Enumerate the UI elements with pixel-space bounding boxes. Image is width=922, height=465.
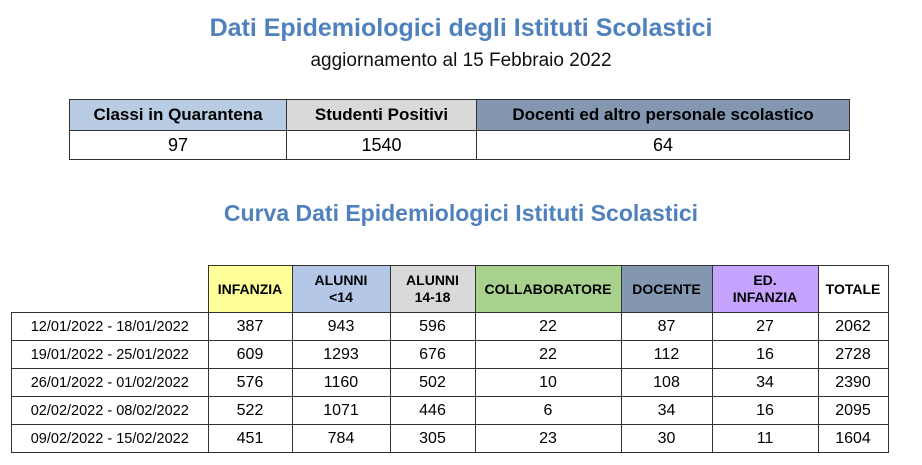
curve-header-cell: TOTALE <box>818 266 888 313</box>
row-value: 502 <box>390 369 475 397</box>
row-value: 1071 <box>292 397 390 425</box>
summary-value-studenti: 1540 <box>287 131 477 160</box>
row-value: 1293 <box>292 341 390 369</box>
row-value: 112 <box>621 341 712 369</box>
row-value: 10 <box>475 369 621 397</box>
row-value: 34 <box>712 369 818 397</box>
summary-values-row <box>70 131 850 160</box>
row-value: 596 <box>390 313 475 341</box>
row-value: 6 <box>475 397 621 425</box>
row-value: 2095 <box>818 397 888 425</box>
row-period: 19/01/2022 - 25/01/2022 <box>12 341 209 369</box>
row-value: 27 <box>712 313 818 341</box>
row-value: 30 <box>621 425 712 453</box>
row-value: 1604 <box>818 425 888 453</box>
curve-header-cell: DOCENTE <box>621 266 712 313</box>
row-value: 451 <box>208 425 292 453</box>
summary-header-row <box>70 100 850 131</box>
row-value: 522 <box>208 397 292 425</box>
row-value: 87 <box>621 313 712 341</box>
table-row <box>12 397 889 425</box>
curve-header-row <box>12 266 889 313</box>
table-row <box>12 313 889 341</box>
row-value: 11 <box>712 425 818 453</box>
row-period: 02/02/2022 - 08/02/2022 <box>12 397 209 425</box>
curve-header-cell: INFANZIA <box>208 266 292 313</box>
row-period: 26/01/2022 - 01/02/2022 <box>12 369 209 397</box>
row-value: 576 <box>208 369 292 397</box>
row-value: 387 <box>208 313 292 341</box>
row-period: 09/02/2022 - 15/02/2022 <box>12 425 209 453</box>
table-row <box>12 369 889 397</box>
row-period: 12/01/2022 - 18/01/2022 <box>12 313 209 341</box>
curve-header-blank <box>12 266 209 313</box>
summary-value-docenti: 64 <box>477 131 850 160</box>
row-value: 2728 <box>818 341 888 369</box>
summary-header-docenti: Docenti ed altro personale scolastico <box>477 100 850 131</box>
curve-title: Curva Dati Epidemiologici Istituti Scolastici <box>223 200 699 226</box>
curve-header-cell: COLLABORATORE <box>475 266 621 313</box>
table-row <box>12 341 889 369</box>
row-value: 2062 <box>818 313 888 341</box>
row-value: 16 <box>712 341 818 369</box>
summary-table <box>69 99 850 160</box>
curve-table <box>11 265 889 453</box>
row-value: 446 <box>390 397 475 425</box>
curve-header-cell: ALUNNI 14-18 <box>390 266 475 313</box>
summary-header-studenti: Studenti Positivi <box>287 100 477 131</box>
summary-header-classi: Classi in Quarantena <box>70 100 287 131</box>
row-value: 34 <box>621 397 712 425</box>
page-subtitle: aggiornamento al 15 Febbraio 2022 <box>310 50 612 71</box>
curve-header-cell: ED. INFANZIA <box>712 266 818 313</box>
row-value: 676 <box>390 341 475 369</box>
row-value: 305 <box>390 425 475 453</box>
curve-header-cell: ALUNNI <14 <box>292 266 390 313</box>
row-value: 609 <box>208 341 292 369</box>
row-value: 22 <box>475 341 621 369</box>
table-row <box>12 425 889 453</box>
row-value: 16 <box>712 397 818 425</box>
row-value: 108 <box>621 369 712 397</box>
row-value: 2390 <box>818 369 888 397</box>
summary-value-classi: 97 <box>70 131 287 160</box>
row-value: 943 <box>292 313 390 341</box>
page-title: Dati Epidemiologici degli Istituti Scolastici <box>209 14 713 42</box>
row-value: 23 <box>475 425 621 453</box>
row-value: 22 <box>475 313 621 341</box>
row-value: 784 <box>292 425 390 453</box>
row-value: 1160 <box>292 369 390 397</box>
